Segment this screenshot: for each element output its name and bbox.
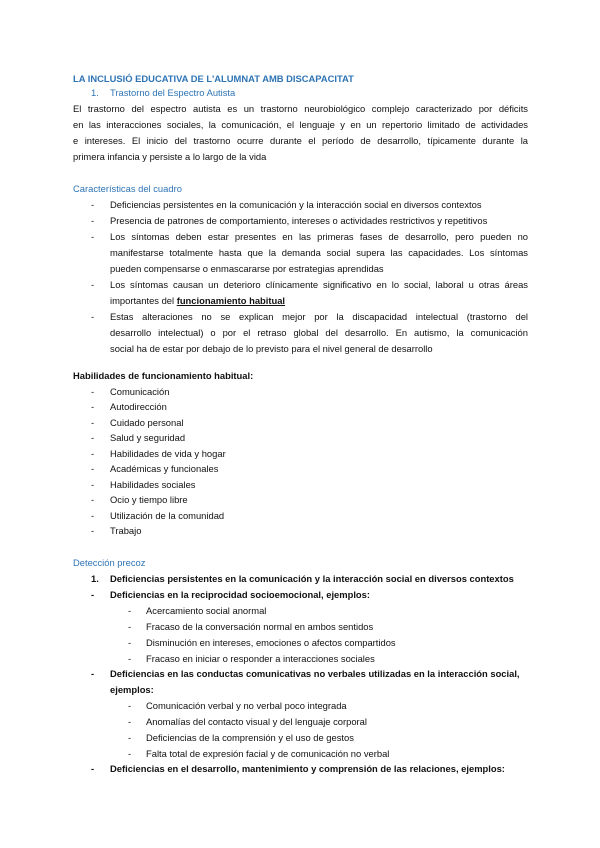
ejemplo-item: Deficiencias de la comprensión y el uso de gestos (146, 732, 354, 743)
text-run: importantes del (110, 295, 177, 306)
bullet-dash: - (128, 732, 132, 743)
bullet-dash: - (128, 605, 132, 616)
deteccion-subitem-cont: ejemplos: (110, 684, 154, 695)
habilidades-heading: Habilidades de funcionamiento habitual: (73, 370, 254, 381)
deteccion-subitem: Deficiencias en las conductas comunicativas no verbales utilizadas en la interacción social, (110, 668, 520, 679)
bullet-dash: - (91, 231, 95, 242)
caracteristica-item: Los síntomas deben estar presentes en las primeras fases de desarrollo, pero pueden no (110, 231, 528, 242)
caracteristica-item: Los síntomas causan un deterioro clínicamente significativo en lo social, laboral u otras áreas (110, 279, 528, 290)
bullet-dash: - (91, 589, 95, 600)
bullet-dash: - (91, 510, 95, 521)
ejemplo-item: Comunicación verbal y no verbal poco integrada (146, 700, 347, 711)
caracteristica-item: Deficiencias persistentes en la comunicación y la interacción social en diversos contextos (110, 199, 482, 210)
intro-line: en las interacciones sociales, la comunicación, el lenguaje y en un repertorio limitado de actividades (73, 119, 528, 130)
intro-line: El trastorno del espectro autista es un trastorno neurobiológico complejo caracterizado por déficits (73, 103, 528, 114)
funcionamiento-habitual-link[interactable]: funcionamiento habitual (176, 295, 286, 306)
bullet-dash: - (91, 763, 95, 774)
bullet-dash: - (128, 653, 132, 664)
habilidad-item: Habilidades de vida y hogar (110, 448, 226, 459)
bullet-dash: - (91, 448, 95, 459)
caracteristicas-heading: Características del cuadro (73, 183, 182, 194)
bullet-dash: - (91, 463, 95, 474)
caracteristica-item-cont (110, 295, 285, 307)
bullet-dash: - (91, 494, 95, 505)
ejemplo-item: Fracaso en iniciar o responder a interacciones sociales (146, 653, 375, 664)
ejemplo-item: Anomalías del contacto visual y del lenguaje corporal (146, 716, 367, 727)
ejemplo-item: Acercamiento social anormal (146, 605, 267, 616)
habilidad-item: Utilización de la comunidad (110, 510, 225, 521)
intro-line: primera infancia y persiste a lo largo de la vida (73, 151, 267, 162)
bullet-dash: - (128, 716, 132, 727)
habilidad-item: Cuidado personal (110, 417, 184, 428)
caracteristica-item-cont: social ha de estar por debajo de lo previsto para el nivel general de desarrollo (110, 343, 433, 354)
bullet-dash: - (91, 215, 95, 226)
bullet-dash: - (91, 525, 95, 536)
caracteristica-item-cont: desarrollo intelectual) o por el retraso global del desarrollo. En autismo, la comunicación (110, 327, 528, 338)
bullet-dash: - (91, 432, 95, 443)
habilidad-item: Salud y seguridad (110, 432, 186, 443)
intro-line: e intereses. El inicio del trastorno ocurre durante el período de desarrollo, típicamente durante la (73, 135, 528, 146)
habilidad-item: Ocio y tiempo libre (110, 494, 188, 505)
document-title: LA INCLUSIÓ EDUCATIVA DE L'ALUMNAT AMB DISCAPACITAT (73, 73, 354, 84)
bullet-dash: - (128, 621, 132, 632)
caracteristica-item: Estas alteraciones no se explican mejor por la discapacidad intelectual (trastorno del (110, 311, 528, 322)
habilidad-item: Habilidades sociales (110, 479, 196, 490)
section-heading: Trastorno del Espectro Autista (110, 87, 236, 98)
habilidad-item: Autodirección (110, 401, 167, 412)
bullet-dash: - (128, 700, 132, 711)
caracteristica-item: Presencia de patrones de comportamiento, intereses o actividades restrictivos y repetitivos (110, 215, 488, 226)
deteccion-heading: Detección precoz (73, 557, 146, 568)
habilidad-item: Trabajo (110, 525, 142, 536)
bullet-dash: - (91, 199, 95, 210)
deteccion-subitem: Deficiencias en la reciprocidad socioemocional, ejemplos: (110, 589, 370, 600)
bullet-dash: - (128, 748, 132, 759)
bullet-dash: - (91, 386, 95, 397)
deteccion-subitem: Deficiencias en el desarrollo, mantenimiento y comprensión de las relaciones, ejemplos: (110, 763, 505, 774)
numbered-marker: 1. (91, 573, 99, 584)
bullet-dash: - (91, 311, 95, 322)
bullet-dash: - (91, 401, 95, 412)
section-number: 1. (91, 87, 99, 98)
ejemplo-item: Falta total de expresión facial y de comunicación no verbal (146, 748, 390, 759)
caracteristica-item-cont: manifestarse totalmente hasta que la demanda social supera las capacidades. Los síntomas (110, 247, 528, 258)
deteccion-numbered-item: Deficiencias persistentes en la comunicación y la interacción social en diversos contextos (110, 573, 514, 584)
bullet-dash: - (91, 668, 95, 679)
bullet-dash: - (128, 637, 132, 648)
bullet-dash: - (91, 479, 95, 490)
ejemplo-item: Fracaso de la conversación normal en ambos sentidos (146, 621, 374, 632)
bullet-dash: - (91, 417, 95, 428)
ejemplo-item: Disminución en intereses, emociones o afectos compartidos (146, 637, 396, 648)
habilidad-item: Académicas y funcionales (110, 463, 219, 474)
caracteristica-item-cont: pueden compensarse o enmascararse por estrategias aprendidas (110, 263, 384, 274)
bullet-dash: - (91, 279, 95, 290)
habilidad-item: Comunicación (110, 386, 170, 397)
